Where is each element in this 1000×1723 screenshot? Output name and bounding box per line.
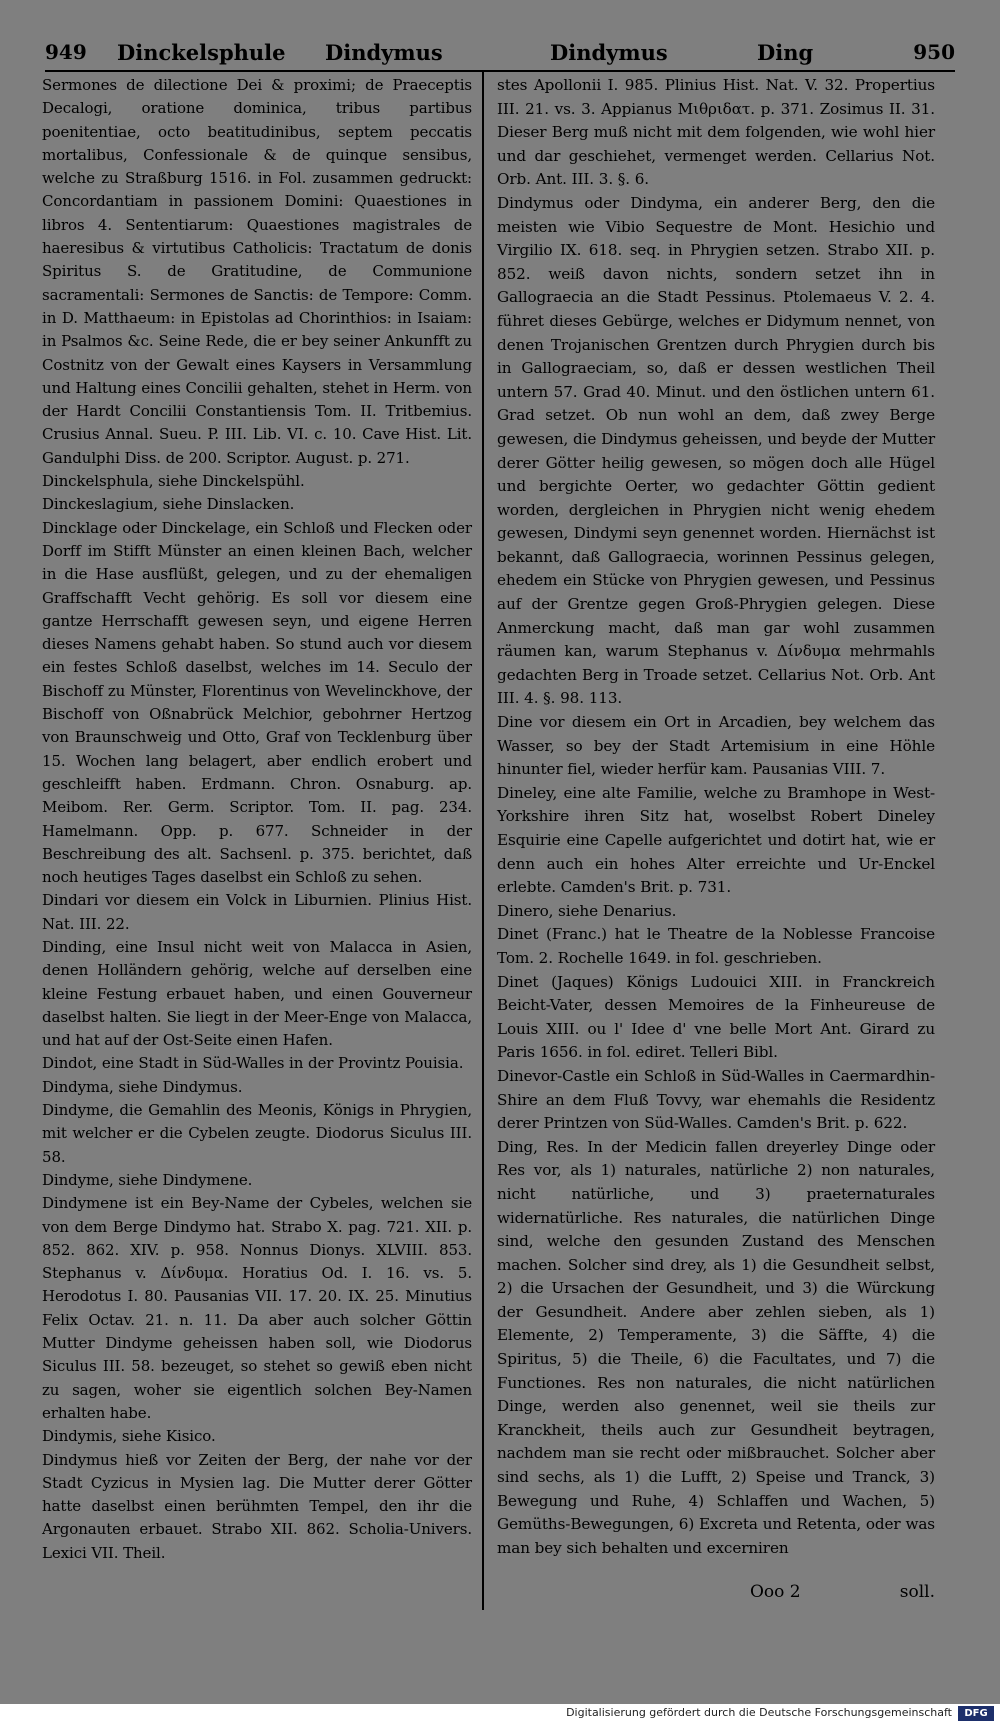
right-center-head: Dindymus <box>550 40 668 65</box>
entry-paragraph: Dinet (Jaques) Königs Ludouici XIII. in Franckreich Beicht-Vater, dessen Memoires de la Finheureuse de Louis XIII. ou l' Idee d' vne belle Mort Ant. Girard zu Paris 1656. in fol. ediret. Telleri Bibl. <box>497 972 935 1062</box>
entry-paragraph: Dineley, eine alte Familie, welche zu Bramhope in West-Yorkshire ihren Sitz hat, woselbst Robert Dineley Esquirie eine Capelle aufgerichtet und dotirt hat, wie er denn auch ein hohes Alter erreichte und Ur-Enckel erlebte. Camden's Brit. p. 731. <box>497 783 935 897</box>
signature-mark: Ooo 2 <box>750 1582 801 1602</box>
page-header <box>45 38 955 72</box>
entry-paragraph: Dincklage oder Dinckelage, ein Schloß und Flecken oder Dorff im Stifft Münster an einen kleinen Bach, welcher in die Hase ausflüßt, gelegen, und zu der ehemaligen Graffschafft Vecht gehörig. Es soll vor diesem eine gantze Herrschafft gewesen seyn, und eigene Herren dieses Namens gehabt haben. So stund auch vor diesem ein festes Schloß daselbst, welches im 14. Seculo der Bischoff zu Münster, Florentinus von Wevelinckhove, der Bischoff von Oßnabrück Melchior, gebohrner Hertzog von Braunschweig und Otto, Graf von Tecklenburg über 15. Wochen lang belagert, aber endlich erobert und geschleifft haben. Erdmann. Chron. Osnaburg. ap. Meibom. Rer. Germ. Scriptor. Tom. II. pag. 234. Hamelmann. Opp. p. 677. Schneider in der Beschreibung des alt. Sachsenl. p. 375. berichtet, daß noch heutiges Tages daselbst ein Schloß zu sehen. <box>42 518 472 887</box>
entry-paragraph: Dindyme, die Gemahlin des Meonis, Königs in Phrygien, mit welcher er die Cybelen zeugte. Diodorus Siculus III. 58. <box>42 1101 472 1166</box>
entry-paragraph: Dindymis, siehe Kisico. <box>42 1427 216 1446</box>
entry-paragraph: Dine vor diesem ein Ort in Arcadien, bey welchem das Wasser, so bey der Stadt Artemisium in eine Höhle hinunter fiel, wieder herfür kam. Pausanias VIII. 7. <box>497 713 935 779</box>
entry-paragraph: Dindymene ist ein Bey-Name der Cybeles, welchen sie von dem Berge Dindymo hat. Strabo X. pag. 721. XII. p. 852. 862. XIV. p. 958. Nonnus Dionys. XLVIII. 853. Stephanus v. Δίνδυμα. Horatius Od. I. 16. vs. 5. Herodotus I. 80. Pausanias VII. 17. 20. IX. 25. Minutius Felix Octav. 21. n. 11. Da aber auch solcher Göttin Mutter Dindyme geheissen haben soll, wie Diodorus Siculus III. 58. bezeuget, so stehet so gewiß eben nicht zu sagen, woher sie eigentlich solchen Bey-Namen erhalten habe. <box>42 1194 472 1422</box>
entry-paragraph: Dindari vor diesem ein Volck in Liburnien. Plinius Hist. Nat. III. 22. <box>42 891 472 933</box>
entry-paragraph: Dinding, eine Insul nicht weit von Malacca in Asien, denen Holländern gehörig, welche auf derselben eine kleine Festung erbauet haben, und einen Gouverneur daselbst halten. Sie liegt in der Meer-Enge von Malacca, und hat auf der Ost-Seite einen Hafen. <box>42 937 472 1050</box>
entry-paragraph: Dindyme, siehe Dindymene. <box>42 1170 253 1189</box>
left-running-head: Dinckelsphule <box>117 40 286 65</box>
entry-paragraph: Dinckelsphula, siehe Dinckelspühl. <box>42 472 305 491</box>
right-page-number: 950 <box>913 40 955 64</box>
right-running-head: Ding <box>757 40 814 65</box>
entry-paragraph: Sermones de dilectione Dei & proximi; de Praeceptis Decalogi, oratione dominica, tribus partibus poenitentiae, octo beatitudinibus, septem peccatis mortalibus, Confessionale & de quinque sensibus, welche zu Straßburg 1516. in Fol. zusammen gedruckt: Concordantiam in passionem Domini: Quaestiones in libros 4. Sententiarum: Quaestiones magistrales de haeresibus & virtutibus Catholicis: Tractatum de donis Spiritus S. de Gratitudine, de Communione sacramentali: Sermones de Sanctis: de Tempore: Comm. in D. Matthaeum: in Epistolas ad Chorinthios: in Isaiam: in Psalmos &c. Seine Rede, die er bey seiner Ankunfft zu Costnitz von der Gewalt eines Kaysers in Versammlung und Haltung eines Concilii gehalten, stehet in Herm. von der Hardt Concilii Constantiensis Tom. II. Tritbemius. Crusius Annal. Sueu. P. III. Lib. VI. c. 10. Cave Hist. Lit. Gandulphi Diss. de 200. Scriptor. August. p. 271. <box>42 76 472 467</box>
credit-text: Digitalisierung gefördert durch die Deutsche Forschungsgemeinschaft <box>566 1706 952 1719</box>
entry-paragraph: Dinet (Franc.) hat le Theatre de la Noblesse Francoise Tom. 2. Rochelle 1649. in fol. geschrieben. <box>497 925 935 967</box>
left-column <box>42 74 472 1565</box>
page-footer <box>530 1582 935 1608</box>
entry-paragraph: Dindymus hieß vor Zeiten der Berg, der nahe vor der Stadt Cyzicus in Mysien lag. Die Mutter derer Götter hatte daselbst einen berühmten Tempel, den ihr die Argonauten erbauet. Strabo XII. 862. Scholia-Univers. Lexici VII. Theil. <box>42 1450 472 1562</box>
catchword: soll. <box>899 1582 935 1602</box>
entry-paragraph: Dindot, eine Stadt in Süd-Walles in der Provintz Pouisia. <box>42 1054 464 1073</box>
left-center-head: Dindymus <box>325 40 443 65</box>
entry-paragraph: stes Apollonii I. 985. Plinius Hist. Nat. V. 32. Propertius III. 21. vs. 3. Appianus Μιθριδατ. p. 371. Zosimus II. 31. Dieser Berg muß nicht mit dem folgenden, wie wohl hier und dar geschiehet, vermenget werden. Cellarius Not. Orb. Ant. III. 3. §. 6. <box>497 76 935 189</box>
entry-paragraph: Dindymus oder Dindyma, ein anderer Berg, den die meisten wie Vibio Sequestre de Mont. Hesichio und Virgilio IX. 618. seq. in Phrygien setzen. Strabo XII. p. 852. weiß davon nichts, sondern setzet ihn in Gallograecia an die Stadt Pessinus. Ptolemaeus V. 2. 4. führet dieses Gebürge, welches er Didymum nennet, von denen Trojanischen Grentzen durch Phrygien durch bis in Gallograeciam, so, daß er dessen westlichen Theil untern 57. Grad 40. Minut. und den östlichen untern 61. Grad setzet. Ob nun wohl an dem, daß zwey Berge gewesen, die Dindymus geheissen, und beyde der Mutter derer Götter heilig gewesen, so mögen doch alle Hügel und bergichte Oerter, wo gedachter Göttin gedient worden, dergleichen in Phrygien nicht wenig ehedem gewesen, Dindymi seyn genennet worden. Hiernächst ist bekannt, daß Gallograecia, worinnen Pessinus gelegen, ehedem ein Stücke von Phrygien gewesen, und Pessinus auf der Grentze gegen Groß-Phrygien gelegen. Diese Anmerckung macht, daß man gar wohl zusammen räumen kan, warum Stephanus v. Δίνδυμα mehrmahls gedachten Berg in Troade setzet. Cellarius Not. Orb. Ant III. 4. §. 98. 113. <box>497 193 935 708</box>
entry-paragraph: Dinero, siehe Denarius. <box>497 901 677 920</box>
column-divider <box>482 70 484 1610</box>
right-column <box>497 74 935 1560</box>
entry-paragraph: Dindyma, siehe Dindymus. <box>42 1077 243 1096</box>
left-page-number: 949 <box>45 40 87 64</box>
entry-paragraph: Ding, Res. In der Medicin fallen dreyerley Dinge oder Res vor, als 1) naturales, natürliche 2) non naturales, nicht natürliche, und 3) praeternaturales widernatürliche. Res naturales, die natürlichen Dinge sind, welche den gesunden Zustand des Menschen machen. Solcher sind drey, als 1) die Gesundheit selbst, 2) die Ursachen der Gesundheit, und 3) die Würckung der Gesundheit. Andere aber zehlen sieben, als 1) Elemente, 2) Temperamente, 3) die Säffte, 4) die Spiritus, 5) die Theile, 6) die Facultates, und 7) die Functiones. Res non naturales, die nicht natürlichen Dinge, werden also genennet, weil sie theils zur Kranckheit, theils auch zur Gesundheit beytragen, nachdem man sie recht oder mißbrauchet. Solcher aber sind sechs, als 1) die Lufft, 2) Speise und Tranck, 3) Bewegung und Ruhe, 4) Schlaffen und Wachen, 5) Gemüths-Bewegungen, 6) Excreta und Retenta, oder was man bey sich behalten und excerniren <box>497 1137 935 1557</box>
dfg-logo-icon: DFG <box>958 1706 994 1721</box>
digitization-credit-bar <box>0 1704 1000 1723</box>
entry-paragraph: Dinevor-Castle ein Schloß in Süd-Walles in Caermardhin-Shire an dem Fluß Tovvy, war ehemahls die Residentz derer Printzen von Süd-Walles. Camden's Brit. p. 622. <box>497 1066 935 1133</box>
entry-paragraph: Dinckeslagium, siehe Dinslacken. <box>42 495 295 514</box>
